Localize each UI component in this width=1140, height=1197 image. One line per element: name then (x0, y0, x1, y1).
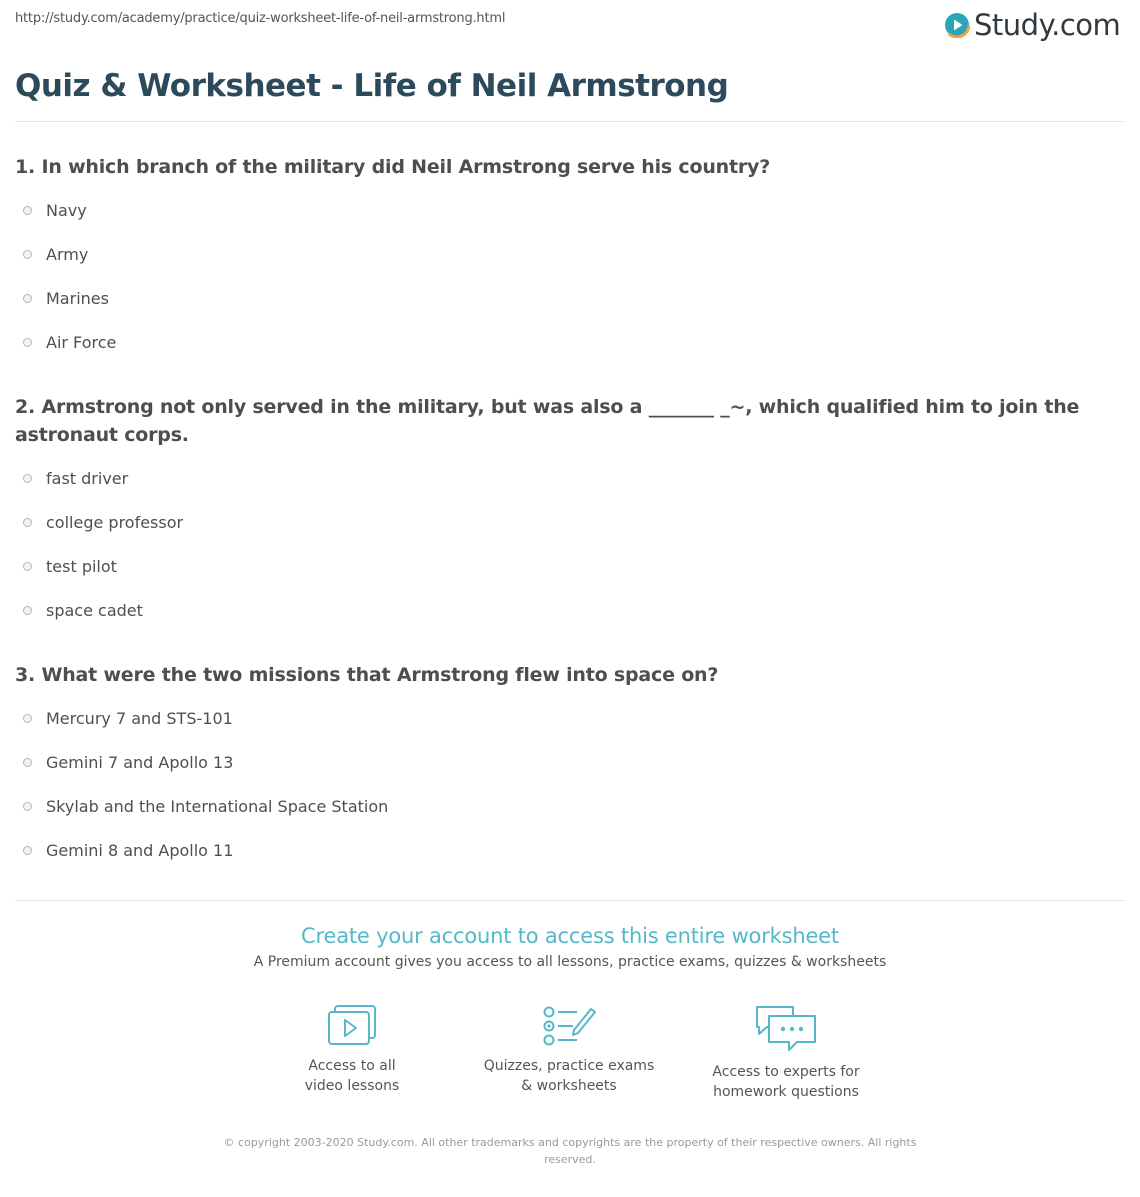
radio-button[interactable] (23, 206, 32, 215)
option-label: Marines (46, 288, 109, 308)
cta-divider (15, 900, 1125, 901)
q1-option-navy[interactable] (23, 198, 87, 222)
feature-line-2: video lessons (304, 1078, 400, 1094)
option-label: Army (46, 244, 89, 264)
q3-option-mercury-7[interactable] (23, 706, 233, 730)
question-1: 1. In which branch of the military did Neil Armstrong serve his country? (15, 156, 771, 178)
q2-option-fast-driver[interactable] (23, 466, 128, 490)
option-label: Mercury 7 and STS-101 (46, 708, 233, 728)
video-lessons-icon (326, 1004, 378, 1048)
feature-label (686, 1062, 886, 1102)
radio-button[interactable] (23, 294, 32, 303)
option-label: space cadet (46, 600, 143, 620)
radio-button[interactable] (23, 606, 32, 615)
study-play-logo-icon (944, 12, 970, 38)
radio-button[interactable] (23, 474, 32, 483)
radio-button[interactable] (23, 758, 32, 767)
option-label: Skylab and the International Space Station (46, 796, 389, 816)
radio-button[interactable] (23, 562, 32, 571)
q2-option-college-professor[interactable] (23, 510, 183, 534)
title-divider (15, 121, 1125, 122)
q1-option-army[interactable] (23, 242, 88, 266)
feature-label (469, 1056, 669, 1096)
page-title: Quiz & Worksheet - Life of Neil Armstrong (15, 68, 729, 104)
quiz-checklist-icon (541, 1004, 597, 1048)
q3-option-gemini-7[interactable] (23, 750, 233, 774)
q3-option-gemini-8[interactable] (23, 838, 233, 862)
feature-video-lessons (252, 1004, 452, 1096)
q1-option-air-force[interactable] (23, 330, 116, 354)
feature-line-1: Access to experts for (712, 1064, 860, 1080)
feature-experts (686, 1004, 886, 1102)
option-label: college professor (46, 512, 184, 532)
feature-line-1: Access to all (308, 1058, 396, 1074)
feature-line-1: Quizzes, practice exams (483, 1058, 655, 1074)
feature-line-2: homework questions (713, 1084, 859, 1100)
radio-button[interactable] (23, 846, 32, 855)
create-account-link[interactable]: Create your account to access this entire worksheet (301, 924, 839, 948)
feature-quizzes (469, 1004, 669, 1096)
radio-button[interactable] (23, 518, 32, 527)
radio-button[interactable] (23, 338, 32, 347)
option-label: test pilot (46, 556, 117, 576)
radio-button[interactable] (23, 802, 32, 811)
cta-subtitle: A Premium account gives you access to all lessons, practice exams, quizzes & worksheets (253, 954, 887, 970)
page-url: http://study.com/academy/practice/quiz-worksheet-life-of-neil-armstrong.html (15, 11, 506, 26)
feature-line-2: & worksheets (521, 1078, 617, 1094)
chat-experts-icon (753, 1004, 819, 1054)
option-label: fast driver (46, 468, 129, 488)
copyright-footer (210, 1134, 930, 1168)
q1-option-marines[interactable] (23, 286, 109, 310)
q2-option-test-pilot[interactable] (23, 554, 117, 578)
option-label: Gemini 7 and Apollo 13 (46, 752, 234, 772)
radio-button[interactable] (23, 714, 32, 723)
question-3: 3. What were the two missions that Armstrong flew into space on? (15, 664, 719, 686)
option-label: Gemini 8 and Apollo 11 (46, 840, 234, 860)
q3-option-skylab[interactable] (23, 794, 388, 818)
q2-option-space-cadet[interactable] (23, 598, 143, 622)
logo-text: Study.com (974, 8, 1121, 42)
option-label: Air Force (46, 332, 117, 352)
radio-button[interactable] (23, 250, 32, 259)
copyright-line-2: reserved. (544, 1153, 596, 1166)
copyright-line-1: © copyright 2003-2020 Study.com. All other trademarks and copyrights are the property of their respective owners. All rights (223, 1136, 917, 1149)
option-label: Navy (46, 200, 87, 220)
question-2: 2. Armstrong not only served in the military, but was also a _______ _~, which qualified him to join the astronaut corps. (15, 396, 1080, 446)
feature-label (252, 1056, 452, 1096)
study-com-logo[interactable] (944, 8, 1120, 42)
